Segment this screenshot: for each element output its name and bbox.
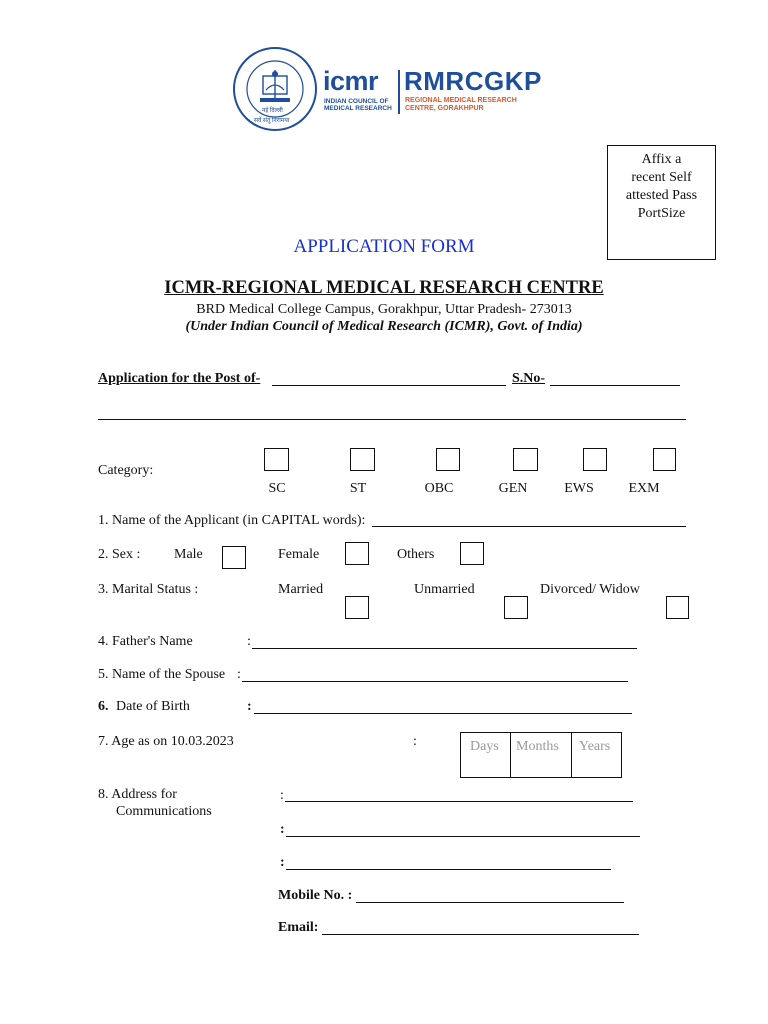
category-checkbox-exm[interactable] <box>653 448 676 471</box>
category-option-label: ST <box>349 481 367 496</box>
age-days-box[interactable] <box>460 732 511 778</box>
post-label: Application for the Post of- <box>98 371 261 386</box>
age-years-placeholder: Years <box>579 739 611 754</box>
sex-label: 2. Sex : <box>98 547 141 562</box>
address-label-line1: 8. Address for <box>98 787 177 802</box>
category-checkbox-ews[interactable] <box>583 448 607 471</box>
sno-label: S.No- <box>512 371 546 386</box>
post-input-line[interactable] <box>272 385 506 386</box>
marital-married-label: Married <box>278 582 324 597</box>
mobile-label: Mobile No. : <box>278 888 353 903</box>
marital-married-checkbox[interactable] <box>345 596 369 619</box>
category-option-label: EXM <box>628 481 660 496</box>
age-label: 7. Age as on 10.03.2023 <box>98 734 234 749</box>
sex-male-label: Male <box>174 547 203 562</box>
sex-others-label: Others <box>397 547 435 562</box>
marital-status-label: 3. Marital Status : <box>98 582 199 597</box>
category-label: Category: <box>98 463 154 478</box>
seal-hindi-text: नई दिल्ली <box>262 108 283 114</box>
photo-box-line: PortSize <box>637 206 686 221</box>
spouse-name-label: 5. Name of the Spouse <box>98 667 226 682</box>
category-checkbox-sc[interactable] <box>264 448 289 471</box>
email-label: Email: <box>278 920 319 935</box>
photo-box-line: Affix a <box>641 152 682 167</box>
rmrc-wordmark: RMRCGKP <box>404 66 542 96</box>
seal-motto-text: सर्वे संतु निरामया <box>254 118 290 124</box>
age-colon: : <box>413 734 417 749</box>
father-name-label: 4. Father's Name <box>98 634 193 649</box>
email-input-line[interactable] <box>322 934 639 935</box>
age-months-box[interactable] <box>510 732 572 778</box>
address-colon-1: : <box>280 788 284 803</box>
dob-input-line[interactable] <box>254 713 632 714</box>
spouse-name-colon: : <box>237 667 241 682</box>
applicant-name-input-line[interactable] <box>372 526 686 527</box>
icmr-subtitle: INDIAN COUNCIL OF MEDICAL RESEARCH <box>324 98 392 112</box>
sex-female-checkbox[interactable] <box>345 542 369 565</box>
icmr-wordmark: icmr <box>323 66 379 96</box>
category-checkbox-st[interactable] <box>350 448 375 471</box>
form-title: APPLICATION FORM <box>293 236 475 257</box>
age-days-placeholder: Days <box>470 739 499 754</box>
category-checkbox-gen[interactable] <box>513 448 538 471</box>
category-option-label: SC <box>268 481 286 496</box>
photo-box-line: recent Self <box>631 170 692 185</box>
marital-unmarried-label: Unmarried <box>414 582 475 597</box>
marital-divorced-label: Divorced/ Widow <box>540 582 640 597</box>
address-colon-3: : <box>280 855 285 870</box>
mobile-input-line[interactable] <box>356 902 624 903</box>
address-input-line-2[interactable] <box>286 836 640 837</box>
sex-others-checkbox[interactable] <box>460 542 484 565</box>
address-input-line-3[interactable] <box>286 869 611 870</box>
father-name-colon: : <box>247 634 251 649</box>
address-label-line2: Communications <box>116 804 212 819</box>
dob-label: Date of Birth <box>116 699 190 714</box>
address-input-line-1[interactable] <box>285 801 633 802</box>
photo-box-line: attested Pass <box>625 188 698 203</box>
address-colon-2: : <box>280 822 285 837</box>
marital-divorced-checkbox[interactable] <box>666 596 689 619</box>
sex-female-label: Female <box>278 547 320 562</box>
organization-address: BRD Medical College Campus, Gorakhpur, Uttar Pradesh- 273013 <box>196 302 572 317</box>
rmrc-subtitle: REGIONAL MEDICAL RESEARCH CENTRE, GORAKHPUR <box>405 97 517 112</box>
age-years-box[interactable] <box>571 732 622 778</box>
spouse-name-input-line[interactable] <box>242 681 628 682</box>
age-months-placeholder: Months <box>516 739 559 754</box>
dob-number: 6. <box>98 699 109 714</box>
sno-input-line[interactable] <box>550 385 680 386</box>
sex-male-checkbox[interactable] <box>222 546 246 569</box>
category-option-label: GEN <box>498 481 528 496</box>
father-name-input-line[interactable] <box>252 648 637 649</box>
marital-unmarried-checkbox[interactable] <box>504 596 528 619</box>
logo-divider <box>398 70 400 114</box>
organization-name: ICMR-REGIONAL MEDICAL RESEARCH CENTRE <box>164 278 604 298</box>
category-checkbox-obc[interactable] <box>436 448 460 471</box>
post-second-line[interactable] <box>98 419 686 420</box>
category-option-label: OBC <box>424 481 454 496</box>
dob-colon: : <box>247 699 252 714</box>
applicant-name-label: 1. Name of the Applicant (in CAPITAL words): <box>98 513 366 528</box>
organization-parent: (Under Indian Council of Medical Research (ICMR), Govt. of India) <box>185 319 583 334</box>
category-option-label: EWS <box>564 481 594 496</box>
